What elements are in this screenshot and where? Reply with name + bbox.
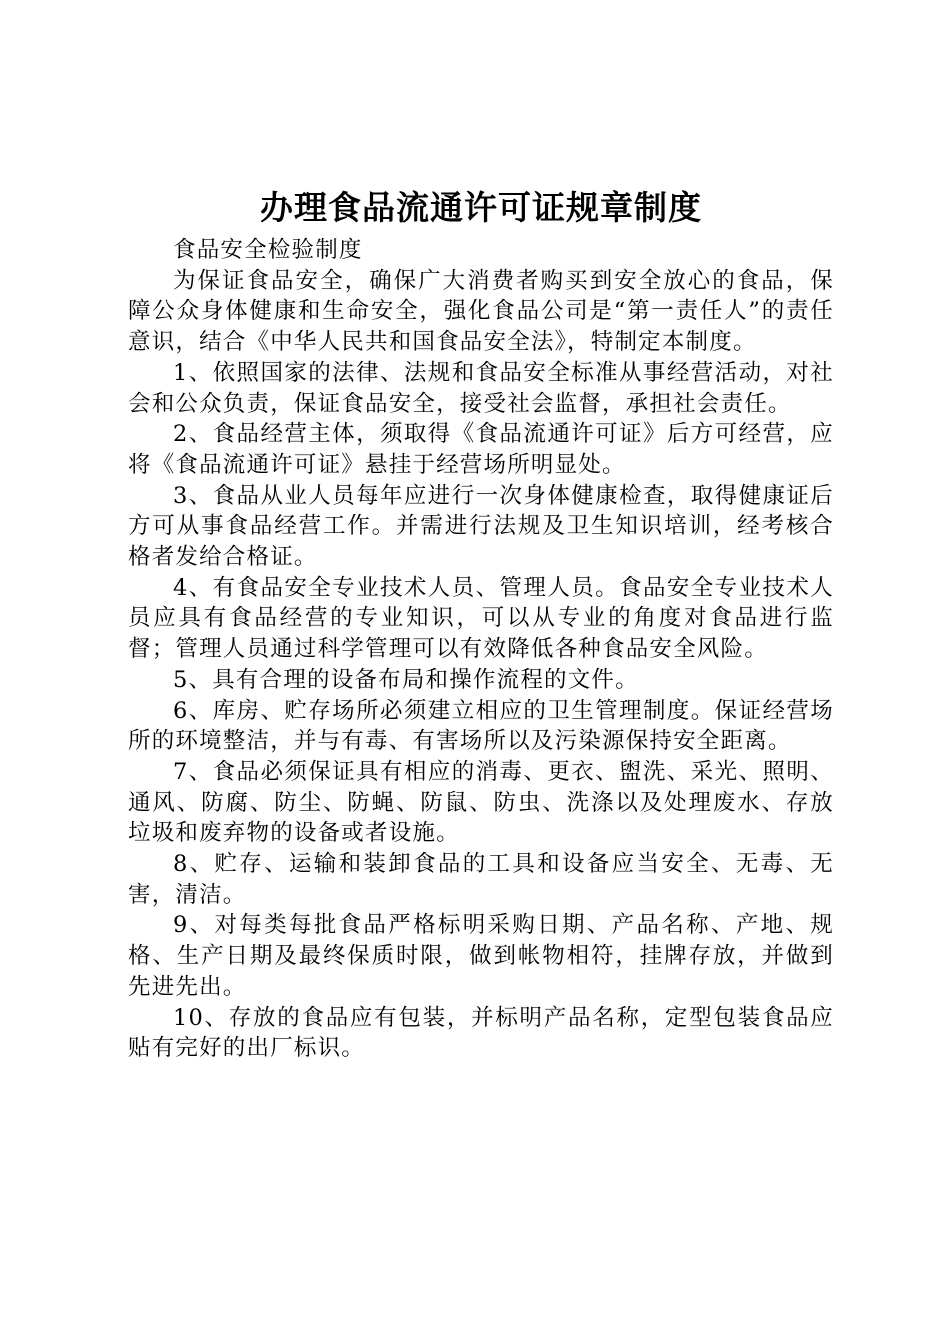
rule-item-5: 5、具有合理的设备布局和操作流程的文件。 — [173, 666, 639, 693]
rule-item-8: 8、贮存、运输和装卸食品的工具和设备应当安全、无毒、无害，清洁。 — [128, 851, 834, 908]
document-page — [128, 185, 834, 1064]
rule-item-7: 7、食品必须保证具有相应的消毒、更衣、盥洗、采光、照明、通风、防腐、防尘、防蝇、防鼠、防虫、洗涤以及处理废水、存放垃圾和废弃物的设备或者设施。 — [128, 758, 834, 847]
section-heading: 食品安全检验制度 — [173, 237, 363, 263]
intro-paragraph: 为保证食品安全，确保广大消费者购买到安全放心的食品，保障公众身体健康和生命安全，强化食品公司是“第一责任人”的责任意识，结合《中华人民共和国食品安全法》，特制定本制度。 — [128, 267, 834, 356]
rule-item-1: 1、依照国家的法律、法规和食品安全标准从事经营活动，对社会和公众负责，保证食品安全，接受社会监督，承担社会责任。 — [128, 359, 834, 417]
rule-item-6: 6、库房、贮存场所必须建立相应的卫生管理制度。保证经营场所的环境整洁，并与有毒、有害场所以及污染源保持安全距离。 — [128, 697, 834, 755]
rule-item-2: 2、食品经营主体，须取得《食品流通许可证》后方可经营，应将《食品流通许可证》悬挂于经营场所明显处。 — [128, 421, 834, 478]
rule-item-9: 9、对每类每批食品严格标明采购日期、产品名称、产地、规格、生产日期及最终保质时限，做到帐物相符，挂牌存放，并做到先进先出。 — [128, 912, 834, 1000]
rule-item-10: 10、存放的食品应有包装，并标明产品名称，定型包装食品应贴有完好的出厂标识。 — [128, 1004, 834, 1062]
document-title: 办理食品流通许可证规章制度 — [260, 188, 702, 227]
rule-item-3: 3、食品从业人员每年应进行一次身体健康检查，取得健康证后方可从事食品经营工作。并需进行法规及卫生知识培训，经考核合格者发给合格证。 — [128, 482, 834, 571]
rule-item-4: 4、有食品安全专业技术人员、管理人员。食品安全专业技术人员应具有食品经营的专业知识，可以从专业的角度对食品进行监督；管理人员通过科学管理可以有效降低各种食品安全风险。 — [128, 574, 834, 663]
